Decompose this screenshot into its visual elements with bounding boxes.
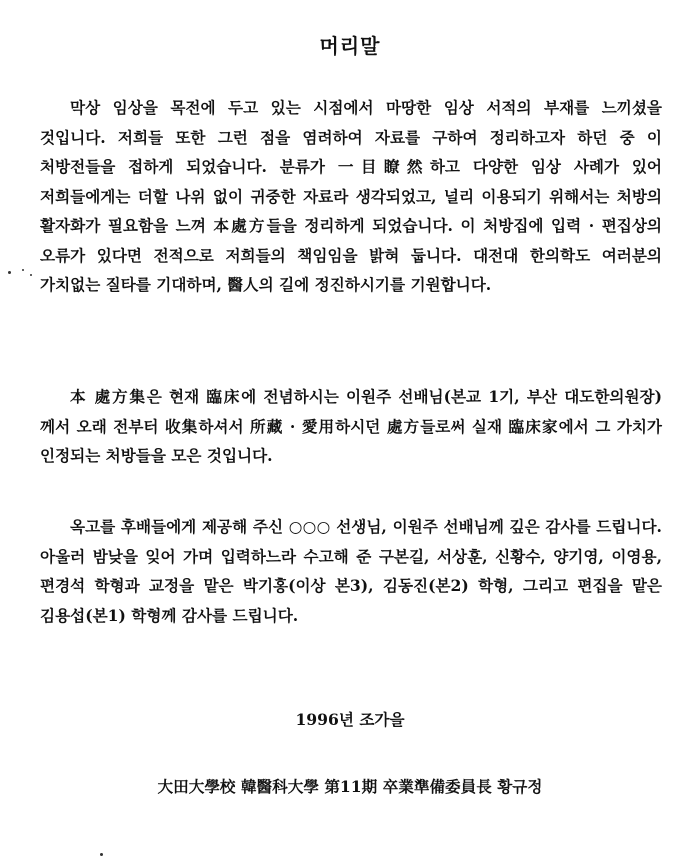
scan-speck (22, 269, 24, 271)
paragraph-2: 本 處方集은 현재 臨床에 전념하시는 이원주 선배님(본교 1기, 부산 대도한의원장)께서 오래 전부터 收集하셔서 所藏 · 愛用하시던 處方들로써 실재 臨床家에서 그 가치가 인정되는 처방들을 모은 것입니다. (40, 387, 662, 465)
scan-speck (100, 853, 103, 856)
scan-speck (30, 274, 32, 276)
date-line: 1996년 조가을 (295, 710, 405, 729)
scan-speck (8, 271, 11, 274)
paragraph-3: 옥고를 후배들에게 제공해 주신 ○○○ 선생님, 이원주 선배님께 깊은 감사를 드립니다. 아울러 밤낮을 잊어 가며 입력하느라 수고해 준 구본길, 서상훈, 신황수, 양기영, 이영용, 편경석 학형과 교정을 맡은 박기홍(이상 본3), 김동진(본2) 학형, 그리고 편집을 맡은 김용섭(본1) 학형께 감사를 드립니다. (40, 517, 662, 625)
paragraph-1: 막상 임상을 목전에 두고 있는 시점에서 마땅한 임상 서적의 부재를 느끼셨을 것입니다. 저희들 또한 그런 점을 염려하여 자료를 구하여 정리하고자 하던 중 이 처방전들을 접하게 되었습니다. 분류가 一目瞭然하고 다양한 임상 사례가 있어 저희들에게는 더할 나위 없이 귀중한 자료라 생각되었고, 널리 이용되기 위해서는 처방의 활자화가 필요함을 느껴 本處方들을 정리하게 되었습니다. 이 처방집에 입력 · 편집상의 오류가 있다면 전적으로 저희들의 책임임을 밝혀 둡니다. 대전대 한의학도 여러분의 가치없는 질타를 기대하며, 醫人의 길에 정진하시기를 기원합니다. (40, 98, 662, 294)
page-title: 머리말 (319, 34, 381, 58)
signature-line: 大田大學校 韓醫科大學 第11期 卒業準備委員長 황규정 (157, 777, 543, 796)
